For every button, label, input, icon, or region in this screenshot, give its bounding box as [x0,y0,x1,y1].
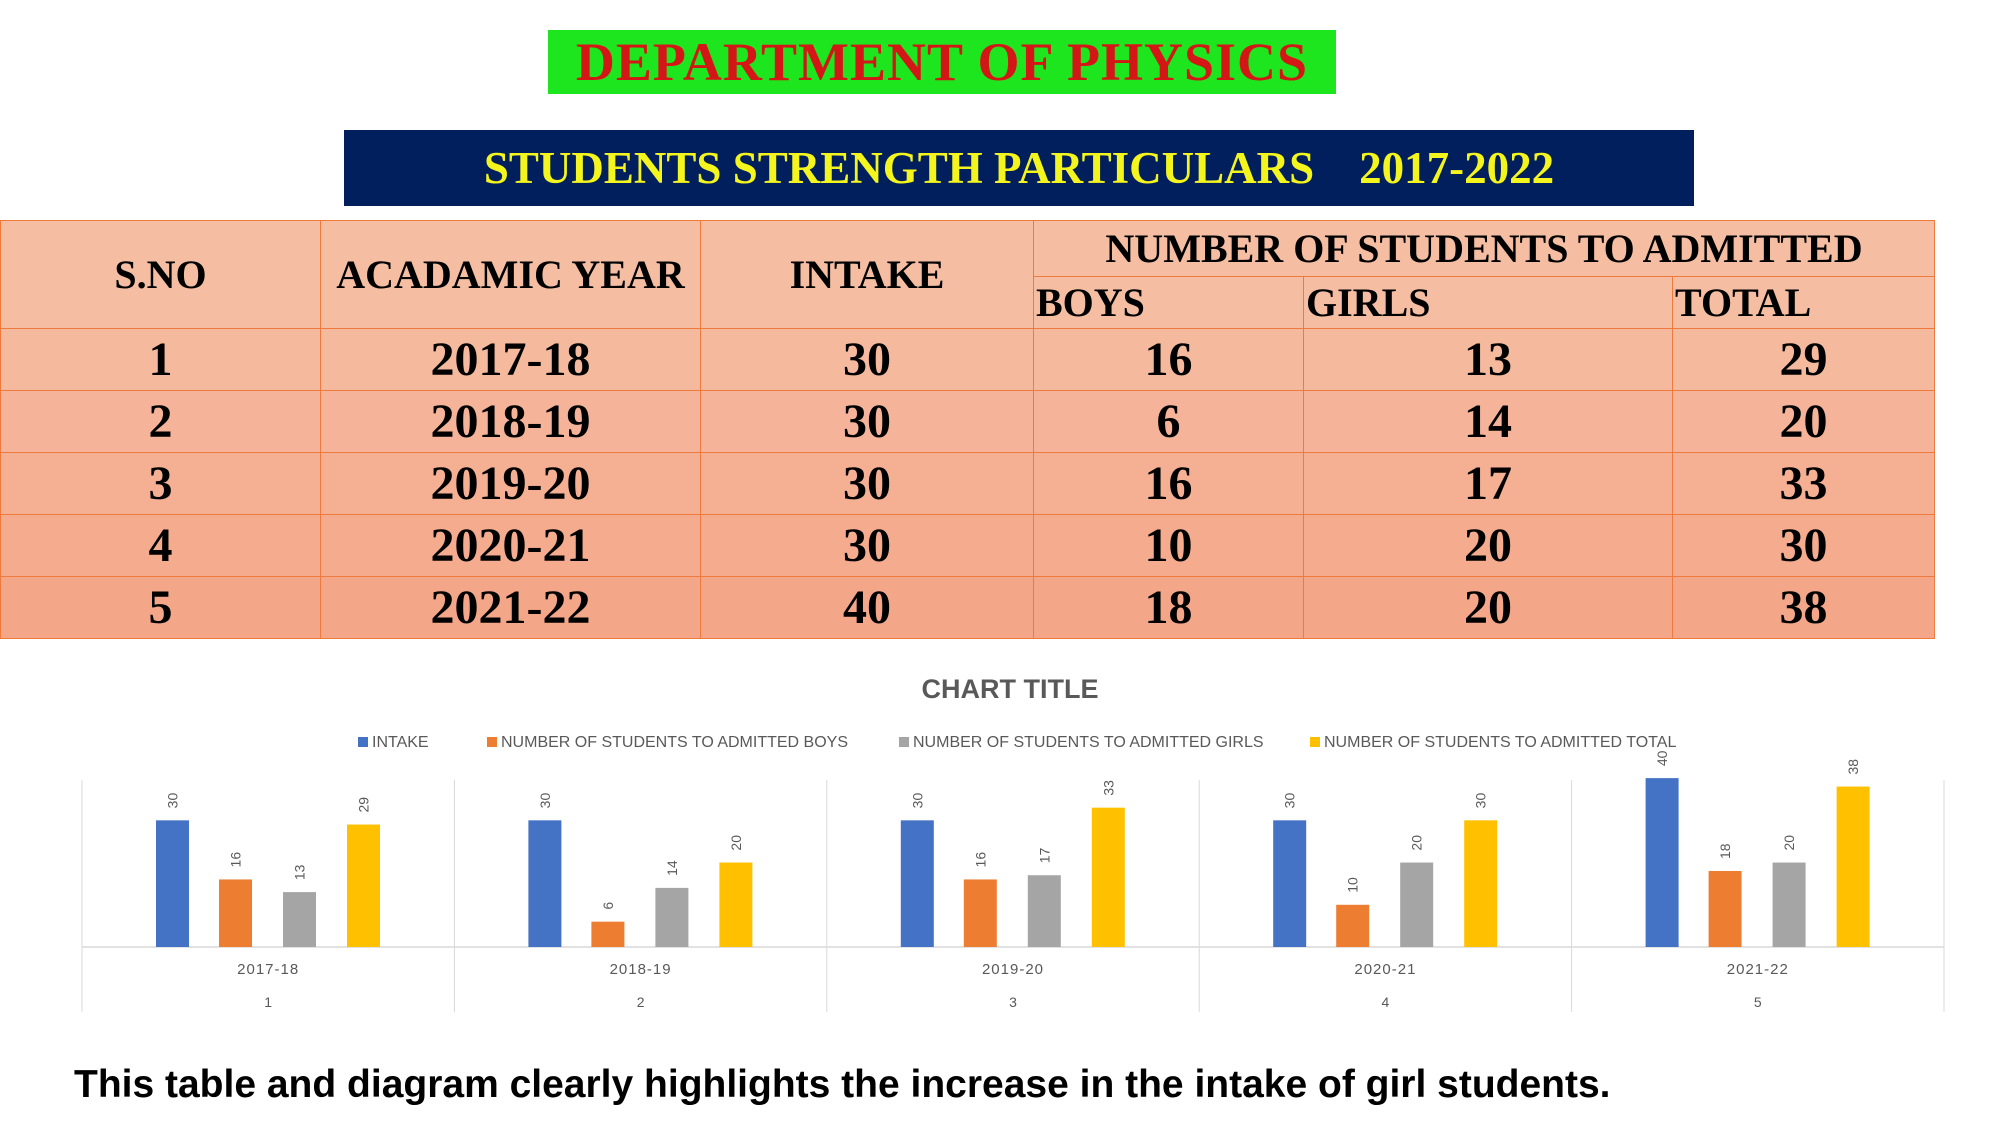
cell-boys: 18 [1034,577,1304,639]
bar [347,825,380,947]
bar [901,820,934,947]
data-label: 30 [1281,792,1298,809]
x-tick-label: 2017-18 [237,961,300,978]
cell-boys: 16 [1034,453,1304,515]
header-admitted-group: NUMBER OF STUDENTS TO ADMITTED [1034,221,1935,277]
legend-label: NUMBER OF STUDENTS TO ADMITTED GIRLS [913,734,1264,751]
cell-intake: 30 [701,329,1034,391]
legend-swatch [899,737,909,747]
bar [156,820,189,947]
bar [1092,808,1125,947]
data-label: 30 [1472,792,1489,809]
cell-total: 30 [1673,515,1935,577]
data-label: 17 [1036,847,1053,864]
bar [1400,863,1433,947]
header-academic-year: ACADAMIC YEAR [321,221,701,329]
bar [1464,820,1497,947]
legend-item [487,734,848,751]
chart-plot [82,750,1944,1012]
cell-sno: 2 [1,391,321,453]
data-label: 40 [1654,750,1671,767]
data-label: 29 [355,796,372,813]
header-boys: BOYS [1034,277,1304,329]
legend-label: NUMBER OF STUDENTS TO ADMITTED TOTAL [1324,734,1677,751]
cell-total: 29 [1673,329,1935,391]
legend-swatch [358,737,368,747]
bar [1646,778,1679,947]
bar [1336,905,1369,947]
header-intake: INTAKE [701,221,1034,329]
bar [1773,863,1806,947]
department-title: DEPARTMENT OF PHYSICS [548,30,1336,94]
cell-year: 2018-19 [321,391,701,453]
strength-banner: STUDENTS STRENGTH PARTICULARS 2017-2022 [344,130,1694,206]
data-label: 16 [227,851,244,868]
cell-girls: 20 [1304,515,1673,577]
x-subtick-label: 2 [636,994,645,1010]
bar [719,863,752,947]
data-label: 30 [909,792,926,809]
cell-total: 38 [1673,577,1935,639]
cell-sno: 4 [1,515,321,577]
table-row [1,515,1935,577]
data-label: 10 [1344,877,1361,893]
data-label: 16 [972,851,989,868]
data-label: 14 [663,860,680,876]
bar-chart [0,660,2000,1020]
cell-intake: 30 [701,515,1034,577]
cell-intake: 40 [701,577,1034,639]
cell-boys: 16 [1034,329,1304,391]
cell-intake: 30 [701,391,1034,453]
bar [964,879,997,947]
bar [528,820,561,947]
cell-sno: 1 [1,329,321,391]
cell-year: 2017-18 [321,329,701,391]
bar [1028,875,1061,947]
table-header-row [1,221,1935,277]
cell-sno: 3 [1,453,321,515]
bar [219,879,252,947]
bar [283,892,316,947]
chart-title: CHART TITLE [921,674,1099,704]
legend-item [358,734,429,751]
legend-swatch [1310,737,1320,747]
data-label: 38 [1845,758,1862,775]
data-label: 20 [727,834,744,851]
data-label: 33 [1100,780,1117,796]
bar [1273,820,1306,947]
data-label: 18 [1717,843,1734,859]
header-total: TOTAL [1673,277,1935,329]
data-label: 20 [1781,834,1798,851]
data-label: 20 [1408,834,1425,851]
cell-girls: 13 [1304,329,1673,391]
legend-item [1310,734,1676,751]
students-strength-table [0,220,1935,639]
legend-item [899,734,1264,751]
x-subtick-label: 1 [264,994,273,1010]
bar [655,888,688,947]
header-girls: GIRLS [1304,277,1673,329]
data-label: 6 [599,901,616,910]
cell-boys: 6 [1034,391,1304,453]
bar [1709,871,1742,947]
cell-year: 2020-21 [321,515,701,577]
cell-total: 33 [1673,453,1935,515]
x-tick-label: 2021-22 [1726,961,1789,978]
data-label: 30 [164,792,181,809]
chart-legend [358,734,1676,751]
bar [1837,787,1870,947]
table-row [1,453,1935,515]
cell-girls: 20 [1304,577,1673,639]
legend-swatch [487,737,497,747]
table-row [1,329,1935,391]
table-row [1,391,1935,453]
header-sno: S.NO [1,221,321,329]
bar [591,922,624,947]
x-tick-label: 2018-19 [609,961,672,978]
cell-boys: 10 [1034,515,1304,577]
cell-year: 2019-20 [321,453,701,515]
cell-girls: 14 [1304,391,1673,453]
x-tick-label: 2019-20 [981,961,1045,978]
x-tick-label: 2020-21 [1354,961,1417,978]
legend-label: NUMBER OF STUDENTS TO ADMITTED BOYS [501,734,848,751]
legend-label: INTAKE [372,734,429,751]
x-subtick-label: 5 [1753,994,1762,1010]
data-label: 13 [291,864,308,881]
x-subtick-label: 4 [1381,994,1390,1010]
cell-girls: 17 [1304,453,1673,515]
cell-sno: 5 [1,577,321,639]
cell-year: 2021-22 [321,577,701,639]
cell-total: 20 [1673,391,1935,453]
table-row [1,577,1935,639]
cell-intake: 30 [701,453,1034,515]
data-label: 30 [536,792,553,809]
x-subtick-label: 3 [1009,994,1017,1010]
footer-note: This table and diagram clearly highlights the increase in the intake of girl students. [74,1063,1611,1106]
